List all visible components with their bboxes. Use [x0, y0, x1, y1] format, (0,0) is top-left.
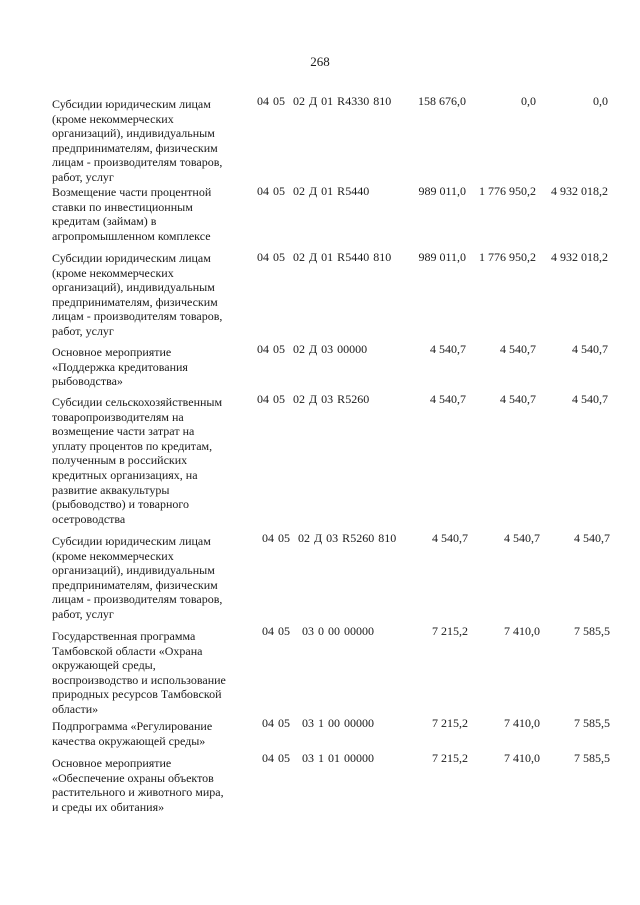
row-value-1: 989 011,0	[418, 184, 466, 198]
row-value-3: 4 540,7	[572, 392, 608, 406]
row-description: Основное мероприятие «Поддержка кредитования рыбоводства»	[52, 345, 188, 389]
row-value-1: 4 540,7	[430, 392, 466, 406]
row-value-3: 4 540,7	[572, 342, 608, 356]
row-description: Возмещение части процентной ставки по инвестиционным кредитам (займам) в агропромышленном комплексе	[52, 185, 212, 243]
row-value-2: 4 540,7	[500, 392, 536, 406]
row-description: Основное мероприятие «Обеспечение охраны объектов растительного и животного мира, и среды их обитания»	[52, 756, 224, 814]
row-code: 04 05 02 Д 03 R5260 810	[262, 531, 397, 545]
row-code: 04 05 02 Д 01 R5440	[257, 184, 370, 198]
row-value-3: 4 932 018,2	[551, 184, 608, 198]
row-value-2: 1 776 950,2	[479, 250, 536, 264]
row-value-1: 7 215,2	[432, 624, 468, 638]
row-code: 04 05 02 Д 01 R5440 810	[257, 250, 392, 264]
row-code: 04 05 03 1 00 00000	[262, 716, 374, 730]
row-value-1: 7 215,2	[432, 716, 468, 730]
row-description: Государственная программа Тамбовской области «Охрана окружающей среды, воспроизводство и использование природных ресурсов Тамбовской области»	[52, 629, 226, 716]
row-value-3: 7 585,5	[574, 716, 610, 730]
row-code: 04 05 02 Д 03 00000	[257, 342, 368, 356]
row-description: Субсидии юридическим лицам (кроме некоммерческих организаций), индивидуальным предпринимателям, физическим лицам - производителям товаров, работ, услуг	[52, 97, 223, 184]
row-value-3: 4 932 018,2	[551, 250, 608, 264]
row-value-2: 4 540,7	[500, 342, 536, 356]
row-value-2: 7 410,0	[504, 624, 540, 638]
row-value-1: 4 540,7	[430, 342, 466, 356]
row-value-3: 0,0	[593, 94, 608, 108]
row-value-3: 4 540,7	[574, 531, 610, 545]
row-code: 04 05 03 0 00 00000	[262, 624, 374, 638]
row-description: Субсидии юридическим лицам (кроме некоммерческих организаций), индивидуальным предпринимателям, физическим лицам - производителям товаров, работ, услуг	[52, 534, 223, 621]
row-description: Субсидии сельскохозяйственным товаропроизводителям на возмещение части затрат на уплату процентов по кредитам, полученным в российских кредитных организациях, на развитие аквакультуры (рыбоводство) и товарного осетроводства	[52, 395, 223, 526]
row-code: 04 05 02 Д 03 R5260	[257, 392, 370, 406]
row-code: 04 05 02 Д 01 R4330 810	[257, 94, 392, 108]
row-value-1: 989 011,0	[418, 250, 466, 264]
row-value-1: 158 676,0	[418, 94, 466, 108]
row-description: Подпрограмма «Регулирование качества окружающей среды»	[52, 719, 213, 748]
row-value-2: 1 776 950,2	[479, 184, 536, 198]
row-description: Субсидии юридическим лицам (кроме некоммерческих организаций), индивидуальным предпринимателям, физическим лицам - производителям товаров, работ, услуг	[52, 251, 223, 338]
row-value-3: 7 585,5	[574, 624, 610, 638]
row-value-2: 4 540,7	[504, 531, 540, 545]
row-value-2: 0,0	[521, 94, 536, 108]
row-value-1: 7 215,2	[432, 751, 468, 765]
row-value-1: 4 540,7	[432, 531, 468, 545]
row-value-3: 7 585,5	[574, 751, 610, 765]
row-code: 04 05 03 1 01 00000	[262, 751, 374, 765]
row-value-2: 7 410,0	[504, 716, 540, 730]
page-number: 268	[310, 54, 330, 69]
row-value-2: 7 410,0	[504, 751, 540, 765]
